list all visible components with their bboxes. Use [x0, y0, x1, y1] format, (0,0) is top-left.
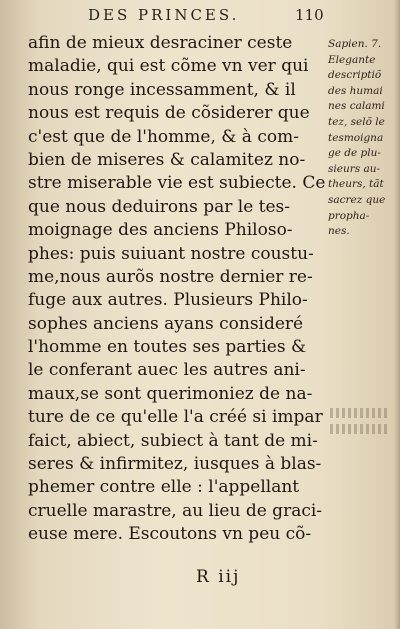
- margin-note-line: descriptiõ: [328, 69, 382, 82]
- text-line: fuge aux autres. Plusieurs Philo-: [28, 290, 308, 311]
- text-line: que nous deduirons par le tes-: [28, 196, 291, 217]
- page-header: [0, 6, 400, 28]
- text-line: euse mere. Escoutons vn peu cõ-: [28, 524, 312, 545]
- text-line: nous ronge incessamment, & il: [28, 79, 296, 100]
- margin-note-line: ge de plu-: [328, 147, 381, 160]
- margin-note-line: tesmoigna: [328, 131, 384, 144]
- show-through-ink: [330, 402, 390, 448]
- show-through-mark: [330, 424, 390, 434]
- margin-note-line: theurs, tãt: [328, 178, 384, 191]
- text-line: stre miserable vie est subiecte. Ce: [28, 173, 326, 194]
- text-line: bien de miseres & calamitez no-: [28, 149, 306, 170]
- body-text: [28, 32, 324, 547]
- text-line: phes: puis suiuant nostre coustu-: [28, 243, 314, 264]
- page-edge-shadow: [394, 0, 400, 629]
- margin-note-line: nes.: [328, 225, 350, 238]
- page-footer: [0, 567, 400, 597]
- margin-note-line: sieurs au-: [328, 162, 381, 175]
- text-line: seres & infirmitez, iusques à blas-: [28, 454, 322, 475]
- text-line: c'est que de l'homme, & à com-: [28, 126, 299, 147]
- text-line: sophes anciens ayans consideré: [28, 313, 304, 334]
- show-through-mark: [330, 408, 390, 418]
- text-line: me,nous aurõs nostre dernier re-: [28, 266, 313, 287]
- margin-note-line: Elegante: [328, 53, 376, 66]
- margin-note-line: tez, selõ le: [328, 115, 385, 128]
- margin-note-line: Sapien. 7.: [328, 38, 382, 50]
- running-title: DES PRINCES.: [88, 6, 240, 24]
- text-line: le conferant auec les autres ani-: [28, 360, 306, 381]
- text-line: nous est requis de cõsiderer que: [28, 103, 310, 124]
- text-line: afin de mieux desraciner ceste: [28, 33, 293, 53]
- margin-note-line: nes calami: [328, 100, 385, 113]
- text-line: phemer contre elle : l'appellant: [28, 477, 300, 498]
- margin-note: [328, 37, 398, 240]
- page-number: 110: [295, 6, 324, 24]
- margin-note-line: sacrez que: [328, 193, 386, 206]
- text-line: faict, abiect, subiect à tant de mi-: [28, 430, 318, 451]
- margin-note-line: propha-: [328, 209, 370, 222]
- text-line: ture de ce qu'elle l'a créé si impar: [28, 407, 323, 428]
- signature-mark: R iij: [196, 567, 241, 587]
- text-line: maux,se sont querimoniez de na-: [28, 383, 313, 404]
- text-line: moignage des anciens Philoso-: [28, 220, 293, 241]
- text-line: l'homme en toutes ses parties &: [28, 337, 307, 358]
- text-line: maladie, qui est cõme vn ver qui: [28, 56, 309, 77]
- text-line: cruelle marastre, au lieu de graci-: [28, 500, 323, 521]
- margin-note-line: des humai: [328, 84, 383, 97]
